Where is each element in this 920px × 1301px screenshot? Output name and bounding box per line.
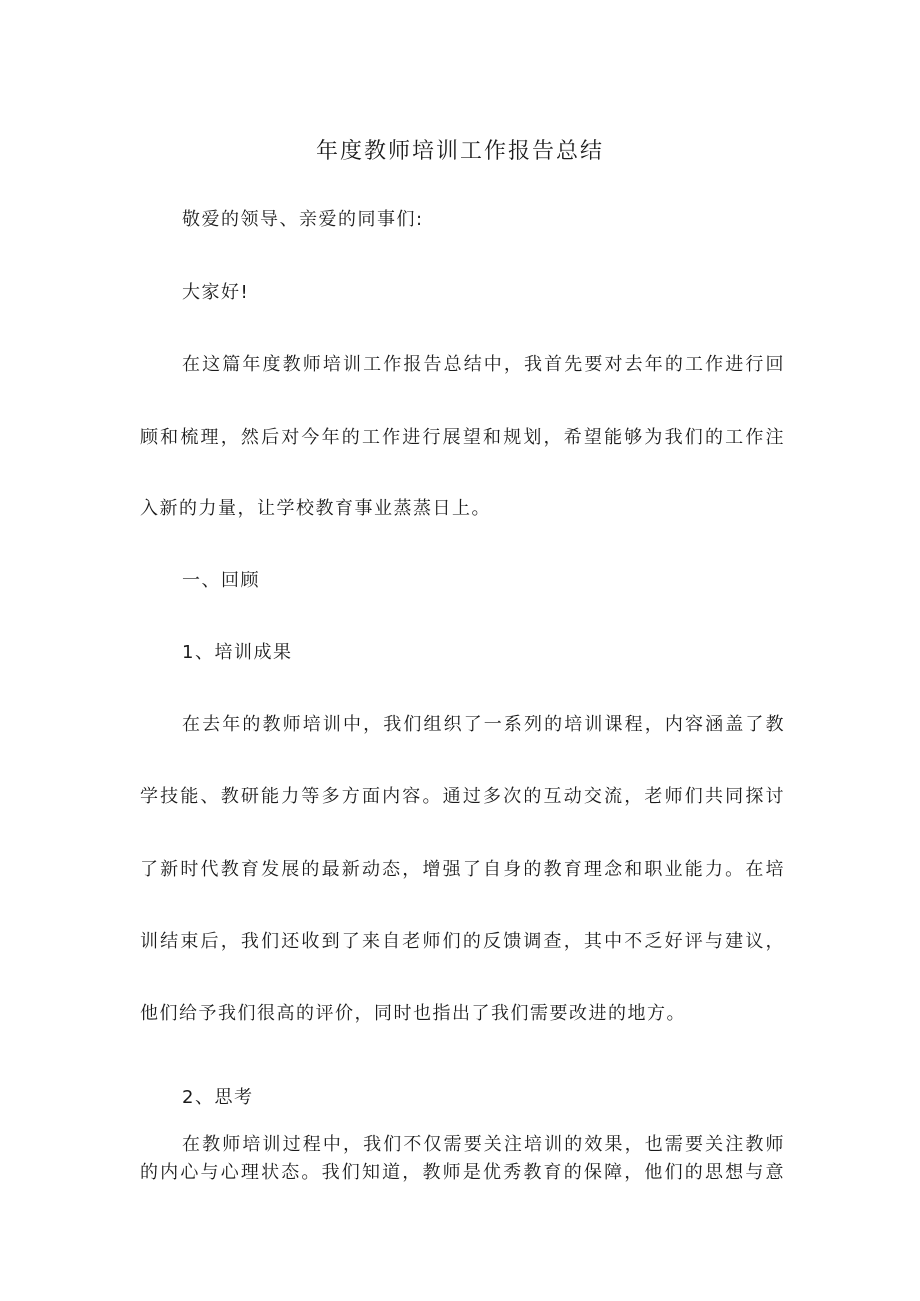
results-line-1: 在去年的教师培训中，我们组织了一系列的培训课程，内容涵盖了教 [182,714,785,735]
intro-line-1: 在这篇年度教师培训工作报告总结中，我首先要对去年的工作进行回 [182,354,785,375]
section-heading-review: 一、回顾 [182,570,260,591]
reflection-line-2: 的内心与心理状态。我们知道，教师是优秀教育的保障，他们的思想与意 [140,1162,785,1183]
document-title: 年度教师培训工作报告总结 [315,139,604,164]
results-line-3: 了新时代教育发展的最新动态，增强了自身的教育理念和职业能力。在培 [140,859,785,880]
reflection-line-1: 在教师培训过程中，我们不仅需要关注培训的效果，也需要关注教师 [182,1134,785,1155]
results-line-5: 他们给予我们很高的评价，同时也指出了我们需要改进的地方。 [140,1003,686,1024]
intro-line-2: 顾和梳理，然后对今年的工作进行展望和规划，希望能够为我们的工作注 [140,427,785,448]
greeting: 大家好! [182,282,250,303]
intro-line-3: 入新的力量，让学校教育事业蒸蒸日上。 [140,498,491,519]
results-line-4: 训结束后，我们还收到了来自老师们的反馈调查，其中不乏好评与建议， [140,931,785,952]
subheading-training-results: 1、培训成果 [182,642,293,663]
results-line-2: 学技能、教研能力等多方面内容。通过多次的互动交流，老师们共同探讨 [140,786,785,807]
subheading-reflection: 2、思考 [182,1087,254,1108]
salutation: 敬爱的领导、亲爱的同事们: [182,209,424,230]
